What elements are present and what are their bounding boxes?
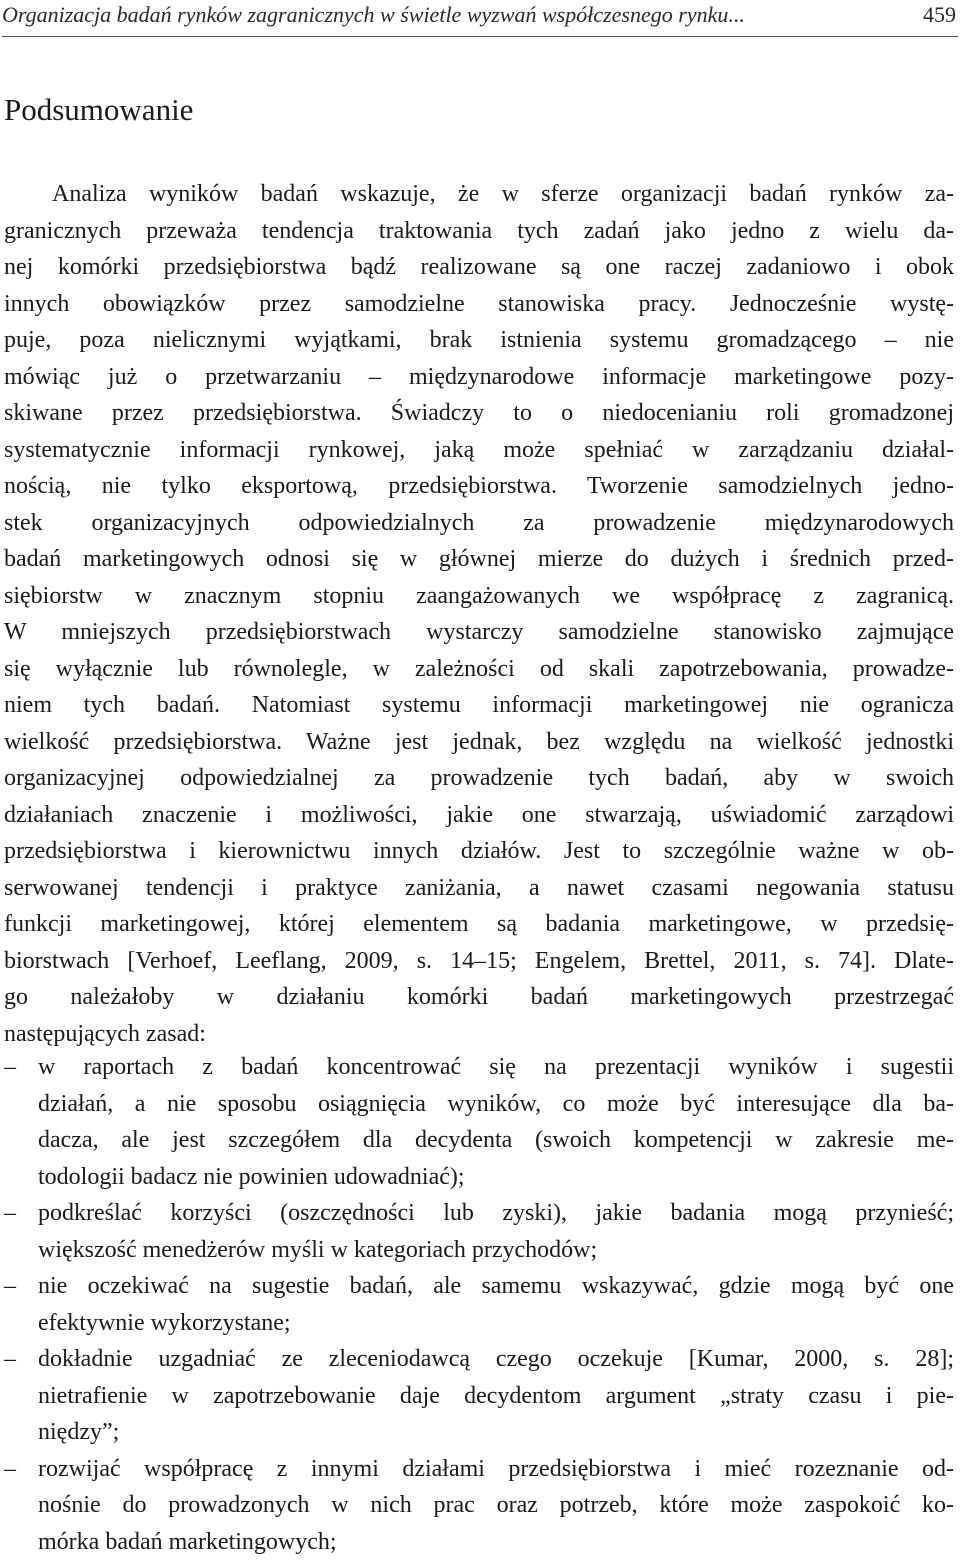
list-item-line: większość menedżerów myśli w kategoriach przychodów; (38, 1236, 598, 1263)
paragraph-line: stek organizacyjnych odpowiedzialnych za prowadzenie międzynarodowych (4, 509, 954, 536)
paragraph-line: organizacyjnej odpowiedzialnej za prowadzenie tych badań, aby w swoich (4, 765, 954, 791)
paragraph-line: się wyłącznie lub równolegle, w zależności od skali zapotrzebowania, prowadze- (4, 655, 954, 682)
principles-list (4, 1049, 954, 1560)
list-item-line: rozwijać współpracę z innymi działami przedsiębiorstwa i mieć rozeznanie od- (38, 1455, 954, 1482)
list-item-line: nośnie do prowadzonych w nich prac oraz potrzeb, które może zaspokoić ko- (38, 1492, 954, 1518)
list-item (4, 1451, 954, 1561)
section-title: Podsumowanie (4, 92, 194, 127)
paragraph-line: badań marketingowych odnosi się w głównej mierze do dużych i średnich przed- (4, 546, 954, 572)
list-dash-marker: – (4, 1200, 16, 1226)
list-dash-marker: – (4, 1054, 16, 1080)
list-item-line: dacza, ale jest szczegółem dla decydenta (swoich kompetencji w zakresie me- (38, 1127, 954, 1153)
list-dash-marker: – (4, 1346, 16, 1372)
paragraph-line: nej komórki przedsiębiorstwa bądź realizowane są one raczej zadaniowo i obok (4, 254, 954, 280)
list-item (4, 1195, 954, 1268)
paragraph-line: serwowanej tendencji i praktyce zaniżania, a nawet czasami negowania statusu (4, 874, 954, 901)
list-item-line: działań, a nie sposobu osiągnięcia wyników, co może być interesujące dla ba- (38, 1090, 954, 1117)
paragraph-line: skiwane przez przedsiębiorstwa. Świadczy to o niedocenianiu roli gromadzonej (4, 400, 954, 426)
header-rule (2, 36, 958, 37)
paragraph-line: wielkość przedsiębiorstwa. Ważne jest jednak, bez względu na wielkość jednostki (4, 728, 954, 755)
list-dash-marker: – (4, 1455, 16, 1482)
paragraph-line: siębiorstw w znacznym stopniu zaangażowanych we współpracę z zagranicą. (4, 582, 954, 609)
paragraph-line: puje, poza nielicznymi wyjątkami, brak istnienia systemu gromadzącego – nie (4, 327, 954, 353)
list-item (4, 1341, 954, 1451)
list-item-line: podkreślać korzyści (oszczędności lub zyski), jakie badania mogą przynieść; (38, 1200, 954, 1226)
paragraph-line: działaniach znaczenie i możliwości, jakie one stwarzają, uświadomić zarządowi (4, 801, 954, 828)
list-item (4, 1049, 954, 1195)
list-item (4, 1268, 954, 1341)
list-item-line: dokładnie uzgadniać ze zleceniodawcą czego oczekuje [Kumar, 2000, s. 28]; (38, 1346, 954, 1372)
summary-paragraph (4, 176, 954, 1052)
paragraph-line: nością, nie tylko eksportową, przedsiębiorstwa. Tworzenie samodzielnych jedno- (4, 473, 954, 499)
list-item-line: efektywnie wykorzystane; (38, 1309, 291, 1336)
paragraph-line: innych obowiązków przez samodzielne stanowiska pracy. Jednocześnie wystę- (4, 290, 954, 317)
list-item-line: todologii badacz nie powinien udowadniać); (38, 1163, 465, 1190)
list-item-line: nietrafienie w zapotrzebowanie daje decydentom argument „straty czasu i pie- (38, 1382, 954, 1409)
paragraph-line: przedsiębiorstwa i kierownictwu innych działów. Jest to szczególnie ważne w ob- (4, 838, 954, 864)
running-title: Organizacja badań rynków zagranicznych w świetle wyzwań współczesnego rynku... (2, 2, 745, 27)
list-item-line: w raportach z badań koncentrować się na prezentacji wyników i sugestii (38, 1054, 954, 1080)
paragraph-line: niem tych badań. Natomiast systemu informacji marketingowej nie ogranicza (4, 692, 954, 718)
paragraph-line: funkcji marketingowej, której elementem są badania marketingowe, w przedsię- (4, 911, 954, 937)
paragraph-line: granicznych przeważa tendencja traktowania tych zadań jako jedno z wielu da- (4, 217, 954, 244)
list-dash-marker: – (4, 1273, 16, 1299)
paragraph-line: systematycznie informacji rynkowej, jaką może spełniać w zarządzaniu działal- (4, 436, 954, 463)
paragraph-line: biorstwach [Verhoef, Leeflang, 2009, s. 14–15; Engelem, Brettel, 2011, s. 74]. Dlate- (4, 947, 954, 974)
paragraph-line: go należałoby w działaniu komórki badań marketingowych przestrzegać (4, 984, 954, 1010)
running-header (2, 0, 958, 30)
paragraph-line: następujących zasad: (4, 1020, 206, 1047)
paragraph-line: mówiąc już o przetwarzaniu – międzynarodowe informacje marketingowe pozy- (4, 363, 954, 390)
page-number: 459 (923, 2, 956, 27)
paragraph-line: Analiza wyników badań wskazuje, że w sferze organizacji badań rynków za- (52, 181, 954, 207)
list-item-line: niędzy”; (38, 1419, 120, 1445)
list-item-line: mórka badań marketingowych; (38, 1528, 337, 1555)
list-item-line: nie oczekiwać na sugestie badań, ale samemu wskazywać, gdzie mogą być one (38, 1273, 954, 1299)
paragraph-line: W mniejszych przedsiębiorstwach wystarczy samodzielne stanowisko zajmujące (4, 619, 954, 645)
